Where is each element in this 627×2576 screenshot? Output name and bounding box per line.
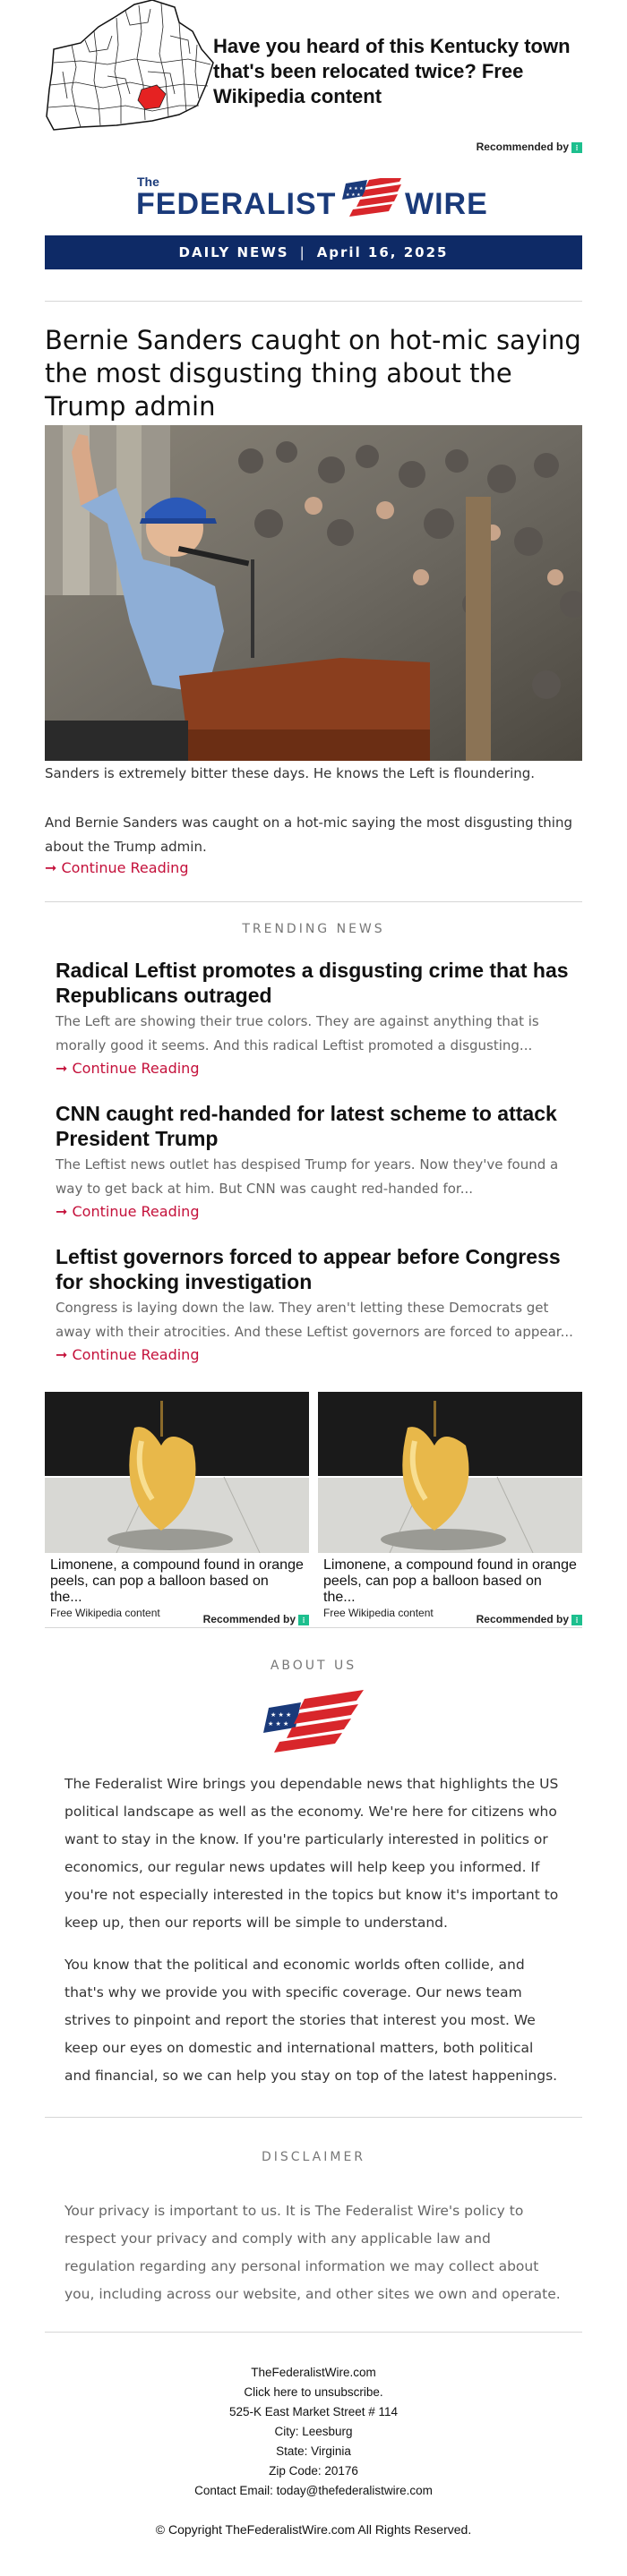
recommended-by[interactable]: [203, 1613, 309, 1625]
trending-item-title[interactable]: CNN caught red-handed for latest scheme to attack President Trump: [56, 1102, 557, 1150]
recommended-by[interactable]: [477, 1613, 582, 1625]
footer-site-link[interactable]: TheFederalistWire.com: [251, 2366, 376, 2379]
recommended-by-label: Recommended by: [476, 1613, 569, 1625]
trending-item: [56, 958, 584, 1077]
sponsored-card[interactable]: [45, 1392, 309, 1625]
bernie-sanders-photo: [45, 425, 582, 761]
trending-item-desc: The Left are showing their true colors. They are against anything that is morally good it seems. And this radical Leftist promoted a disgusting...: [56, 1013, 539, 1053]
sponsored-ad-top[interactable]: [45, 0, 582, 157]
daily-news-label: DAILY NEWS: [178, 244, 289, 260]
trending-item-desc: The Leftist news outlet has despised Trump for years. Now they've found a way to get back at him. But CNN was caught red-handed for...: [56, 1156, 559, 1197]
trending-item: [56, 1244, 584, 1363]
unsubscribe-link[interactable]: Click here to unsubscribe.: [244, 2385, 383, 2399]
footer-city: City: Leesburg: [274, 2425, 353, 2438]
about-heading: ABOUT US: [270, 1659, 357, 1673]
footer-address: 525-K East Market Street # 114: [228, 2405, 399, 2418]
footer-zip: Zip Code: 20176: [269, 2464, 358, 2478]
main-story-photo[interactable]: [45, 425, 582, 761]
trending-item-title[interactable]: Radical Leftist promotes a disgusting crime that has Republicans outraged: [56, 959, 569, 1007]
balloon-image: [45, 1392, 309, 1553]
main-story-caption: Sanders is extremely bitter these days. He knows the Left is floundering.: [45, 765, 536, 781]
kentucky-map-image[interactable]: [45, 0, 215, 134]
trending-heading: TRENDING NEWS: [242, 922, 385, 936]
svg-text:★ ★ ★: ★ ★ ★: [348, 186, 364, 192]
balloon-photo[interactable]: [318, 1392, 582, 1553]
main-story-title[interactable]: Bernie Sanders caught on hot-mic saying the most disgusting thing about the Trump admin: [45, 325, 581, 422]
ad-top-headline[interactable]: Have you heard of this Kentucky town that's been relocated twice? Free Wikipedia content: [213, 35, 571, 107]
sponsored-card-title[interactable]: Limonene, a compound found in orange peels, can pop a balloon based on the...: [323, 1557, 577, 1605]
footer-state: State: Virginia: [276, 2444, 351, 2458]
recommended-logo-icon: ⁝: [571, 142, 582, 153]
date-banner: [45, 235, 582, 269]
main-continue-reading-link[interactable]: ➞ Continue Reading: [45, 859, 189, 876]
flag-icon: [340, 178, 405, 219]
svg-text:★ ★ ★: ★ ★ ★: [346, 192, 361, 198]
trending-item-title[interactable]: Leftist governors forced to appear before Congress for shocking investigation: [56, 1245, 561, 1293]
trending-continue-reading-link[interactable]: ➞ Continue Reading: [56, 1060, 200, 1077]
sponsored-card-source: Free Wikipedia content: [323, 1607, 434, 1619]
footer: [45, 2363, 582, 2501]
disclaimer-text: Your privacy is important to us. It is The Federalist Wire's policy to respect your privacy and comply with any applicable law and regulation regarding any personal information we may collect about you, including across our website, and other sites we own and operate.: [64, 2203, 561, 2302]
main-story-body: And Bernie Sanders was caught on a hot-mic saying the most disgusting thing about the Trump admin.: [45, 815, 572, 855]
about-paragraph-2: You know that the political and economic worlds often collide, and that's why we provide you with specific coverage. Our news team strives to pinpoint and report the stories that interest you most. We keep our eyes on domestic and international matters, both political and financial, so we can help you stay on top of the latest happenings.: [64, 1957, 558, 2084]
divider: [45, 1627, 582, 1628]
copyright: © Copyright TheFederalistWire.com All Rights Reserved.: [155, 2522, 472, 2537]
trending-continue-reading-link[interactable]: ➞ Continue Reading: [56, 1346, 200, 1363]
sponsored-card[interactable]: [318, 1392, 582, 1625]
trending-item-desc: Congress is laying down the law. They aren't letting these Democrats get away with their atrocities. And these Leftist governors are forced to appear...: [56, 1300, 573, 1340]
issue-date: April 16, 2025: [316, 244, 449, 260]
disclaimer-heading: DISCLAIMER: [261, 2150, 366, 2164]
svg-text:★ ★ ★: ★ ★ ★: [268, 1720, 289, 1727]
recommended-by[interactable]: [477, 141, 582, 153]
recommended-logo-icon: ⁝: [298, 1615, 309, 1625]
footer-contact-email[interactable]: Contact Email: today@thefederalistwire.com: [194, 2484, 433, 2497]
divider: [45, 301, 582, 302]
divider: [45, 901, 582, 902]
recommended-logo-icon: ⁝: [571, 1615, 582, 1625]
balloon-image: [318, 1392, 582, 1553]
sponsored-card-title[interactable]: Limonene, a compound found in orange peels, can pop a balloon based on the...: [50, 1557, 304, 1605]
recommended-by-label: Recommended by: [202, 1613, 296, 1625]
site-logo[interactable]: [45, 175, 582, 228]
divider: [45, 2117, 582, 2118]
trending-continue-reading-link[interactable]: ➞ Continue Reading: [56, 1203, 200, 1220]
logo-wire: WIRE: [405, 187, 488, 221]
recommended-by-label: Recommended by: [476, 141, 569, 153]
about-paragraph-1: The Federalist Wire brings you dependable news that highlights the US political landscape as well as the economy. We're here for citizens who want to stay in the know. If you're particularly interested in politics or economics, our regular news updates will help keep you informed. If you're not especially interested in the topics but know it's important to keep up, then our reports will be simple to understand.: [64, 1776, 559, 1931]
svg-text:★ ★ ★: ★ ★ ★: [271, 1711, 292, 1719]
date-separator: |: [299, 244, 306, 260]
trending-item: [56, 1101, 584, 1220]
flag-logo-icon: [258, 1690, 369, 1761]
divider: [45, 2332, 582, 2333]
logo-the: The: [137, 175, 159, 189]
logo-federalist: FEDERALIST: [136, 187, 337, 221]
sponsored-card-source: Free Wikipedia content: [50, 1607, 160, 1619]
balloon-photo[interactable]: [45, 1392, 309, 1553]
